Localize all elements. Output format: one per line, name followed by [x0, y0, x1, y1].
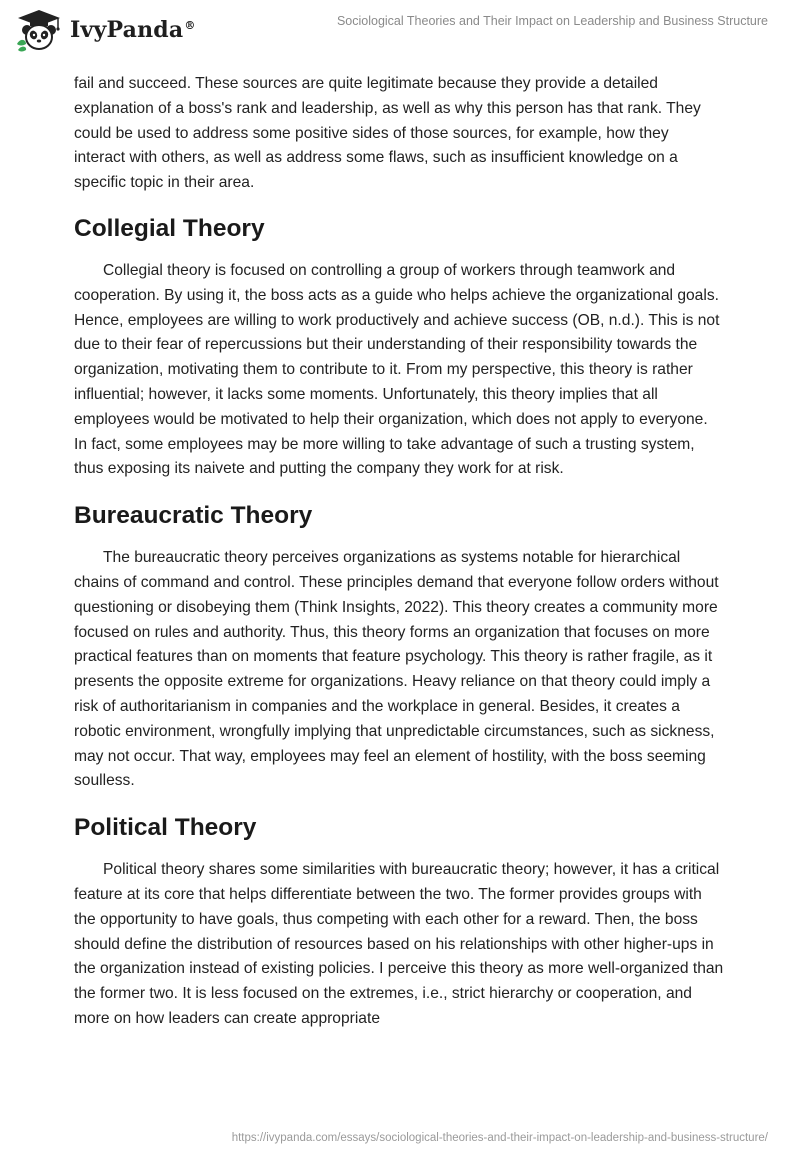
panda-graduation-cap-icon — [14, 8, 64, 52]
ivypanda-logo[interactable] — [14, 8, 196, 52]
brand-name: IvyPanda® — [70, 17, 196, 43]
intro-paragraph: fail and succeed. These sources are quite legitimate because they provide a detailed explanation of a boss's rank and leadership, as well as why this person has that rank. They could be used to address some positive sides of those sources, for example, how they interact with others, as well as address some flaws, such as insufficient knowledge on a specific topic in their area. — [74, 75, 701, 192]
section-heading-bureaucratic: Bureaucratic Theory — [74, 502, 313, 530]
section-paragraph-bureaucratic: The bureaucratic theory perceives organizations as systems notable for hierarchical chains of command and control. These principles demand that everyone follow orders without questioning or disobeying them (Think Insights, 2022). This theory creates a community more focused on rules and authority. Thus, this theory forms an organization that focuses on more practical features than on moments that feature psychology. This theory is rather fragile, as it presents the opposite extreme for organizations. Heavy reliance on that theory could imply a risk of authoritarianism in companies and the workplace in general. Besides, it creates a robotic environment, wrongfully implying that unpredictable circumstances, such as sickness, may not occur. That way, employees may feel an element of hostility, with the boss seeming soulless. — [74, 549, 719, 790]
section-heading-collegial: Collegial Theory — [74, 214, 265, 242]
source-url[interactable]: https://ivypanda.com/essays/sociological-theories-and-their-impact-on-leadership-and-business-structure/ — [231, 1132, 768, 1144]
section-heading-political: Political Theory — [74, 814, 257, 842]
document-title: Sociological Theories and Their Impact on Leadership and Business Structure — [336, 14, 768, 28]
section-paragraph-collegial: Collegial theory is focused on controlling a group of workers through teamwork and cooperation. By using it, the boss acts as a guide who helps achieve the organizational goals. Hence, employees are willing to work productively and achieve success (OB, n.d.). This is not due to their fear of repercussions but their understanding of their responsibility towards the organization, motivating them to contribute to it. From my perspective, this theory is rather influential; however, it lacks some moments. Unfortunately, this theory implies that all employees would be motivated to help their organization, which does not apply to everyone. In fact, some employees may be more willing to take advantage of such a trusting system, thus exposing its naivete and putting the company they work for at risk. — [74, 261, 720, 478]
section-paragraph-political: Political theory shares some similarities with bureaucratic theory; however, it has a critical feature at its core that helps differentiate between the two. The former provides groups with the opportunity to have goals, thus competing with each other for a reward. Then, the boss should define the distribution of resources based on his relationships with other higher-ups in the organization instead of existing policies. I perceive this theory as more well-organized than the former two. It is less focused on the extremes, i.e., strict hierarchy or cooperation, and more on how leaders can create appropriate — [74, 861, 724, 1027]
page-header — [0, 0, 800, 60]
essay-body — [74, 72, 724, 1032]
